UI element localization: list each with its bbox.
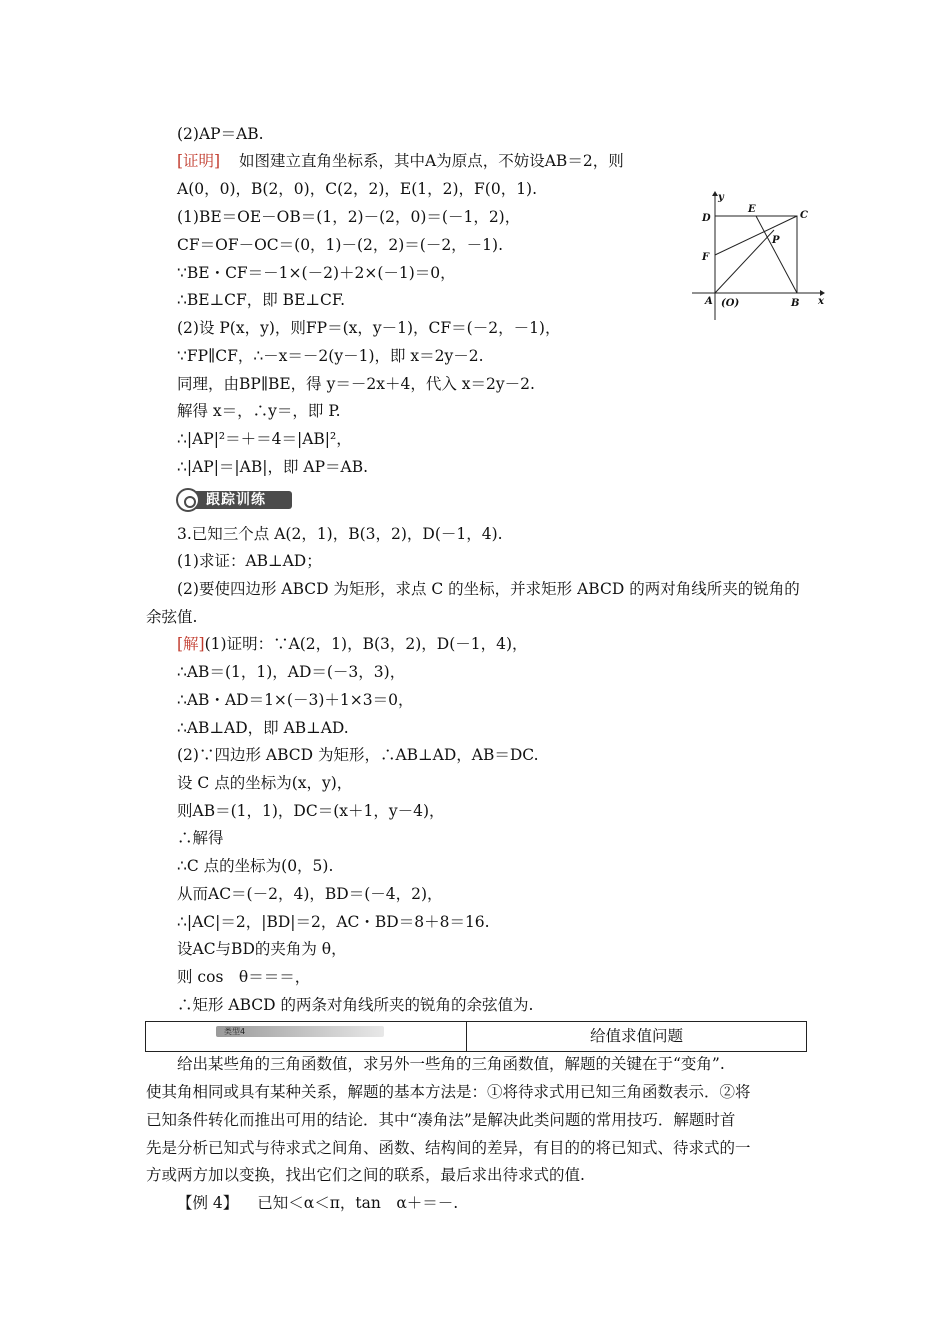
text-line: 设 C 点的坐标为(x，y)， [177,774,353,792]
text-line: 则AB＝(1，1)，DC＝(x＋1，y－4)， [177,802,445,820]
text-line: 使其角相同或具有某种关系，解题的基本方法是：①将待求式用已知三角函数表示．②将 [146,1083,751,1101]
text-line: 余弦值. [146,608,198,626]
label-y: y [718,192,724,203]
label-d: D [702,213,711,224]
training-label: 跟踪训练 [206,492,266,508]
text-line: ∵FP∥CF，∴－x＝－2(y－1)，即 x＝2y－2. [177,347,484,365]
text-line: (2)要使四边形 ABCD 为矩形，求点 C 的坐标，并求矩形 ABCD 的两对角线所夹的锐角的 [177,580,800,598]
text-line-body: 已知＜α＜π，tan α＋＝－. [257,1194,459,1212]
text-line: 先是分析已知式与待求式之间角、函数、结构间的差异，有目的的将已知式、待求式的一 [146,1139,751,1157]
text-line: ∴|AP|²＝＋＝4＝|AB|²， [177,430,352,448]
text-line: ∴矩形 ABCD 的两条对角线所夹的锐角的余弦值为. [177,996,534,1014]
text-line: ∵BE・CF＝－1×(－2)＋2×(－1)＝0， [177,264,456,282]
text-line: (2)∵四边形 ABCD 为矩形，∴AB⊥AD，AB＝DC. [177,746,539,764]
label-a: A [705,296,713,307]
text-line: ∴AB＝(1，1)，AD＝(－3，3)， [177,663,406,681]
text-line: 给出某些角的三角函数值，求另外一些角的三角函数值，解题的关键在于“变角”. [177,1055,725,1073]
text-line: CF＝OF－OC＝(0，1)－(2，2)＝(－2，－1). [177,236,504,254]
target-icon [176,488,200,512]
label-f: F [702,252,710,263]
segment-be [756,216,797,293]
coordinate-figure [688,190,828,325]
text-line: (1)BE＝OE－OB＝(1，2)－(2，0)＝(－1，2)， [177,208,521,226]
text-line: ∴C 点的坐标为(0，5). [177,857,334,875]
text-line: 3.已知三个点 A(2，1)，B(3，2)，D(－1，4). [177,525,503,543]
type-title: 给值求值问题 [589,1027,683,1045]
text-line: ∴AB⊥AD，即 AB⊥AD. [177,719,349,737]
label-p: P [772,235,780,246]
text-line: 解得 x＝，∴y＝，即 P. [177,402,341,420]
type-tag: 类型4 [216,1026,384,1037]
text-line [177,151,624,171]
text-line: A(0，0)，B(2，0)，C(2，2)，E(1，2)，F(0，1). [177,180,538,198]
type-tag-cell [146,1022,467,1051]
label-e: E [748,204,756,215]
text-line: 方或两方加以变换，找出它们之间的联系，最后求出待求式的值. [146,1166,585,1184]
text-line: (2)设 P(x，y)，则FP＝(x，y－1)，CF＝(－2，－1)， [177,319,561,337]
text-line-body: (1)证明：∵A(2，1)，B(3，2)，D(－1，4)， [204,635,528,653]
label-o: (O) [721,298,740,309]
square-abcd [715,216,797,293]
training-badge [176,488,294,512]
text-line: 设AC与BD的夹角为 θ， [177,940,347,958]
text-line: (2)AP＝AB. [177,125,264,143]
text-line-body: 如图建立直角坐标系，其中A为原点，不妨设AB＝2，则 [239,152,624,170]
segment-ap [715,230,774,293]
label-x: x [818,296,824,307]
example-label: 【例 4】 [177,1194,239,1212]
text-line: ∴|AC|＝2，|BD|＝2，AC・BD＝8＋8＝16. [177,913,490,931]
text-line: ∴BE⊥CF，即 BE⊥CF. [177,291,346,309]
type-header-table [145,1021,807,1052]
text-line: ∴AB・AD＝1×(－3)＋1×3＝0， [177,691,414,709]
text-line [177,634,528,654]
text-line: 从而AC＝(－2，4)，BD＝(－4，2)， [177,885,443,903]
text-line: 则 cos θ＝＝＝， [177,968,311,986]
text-line: 同理，由BP∥BE，得 y＝－2x＋4，代入 x＝2y－2. [177,375,535,393]
text-line: ∴|AP|＝|AB|，即 AP＝AB. [177,458,369,476]
text-line [177,1193,458,1213]
text-line: ∴解得 [177,829,224,847]
text-line: (1)求证：AB⊥AD； [177,552,322,570]
label-b: B [791,298,800,309]
solution-label: [解] [177,635,205,653]
proof-label: [证明] [177,152,221,170]
label-c: C [800,210,808,221]
text-line: 已知条件转化而推出可用的结论．其中“凑角法”是解决此类问题的常用技巧．解题时首 [146,1111,736,1129]
